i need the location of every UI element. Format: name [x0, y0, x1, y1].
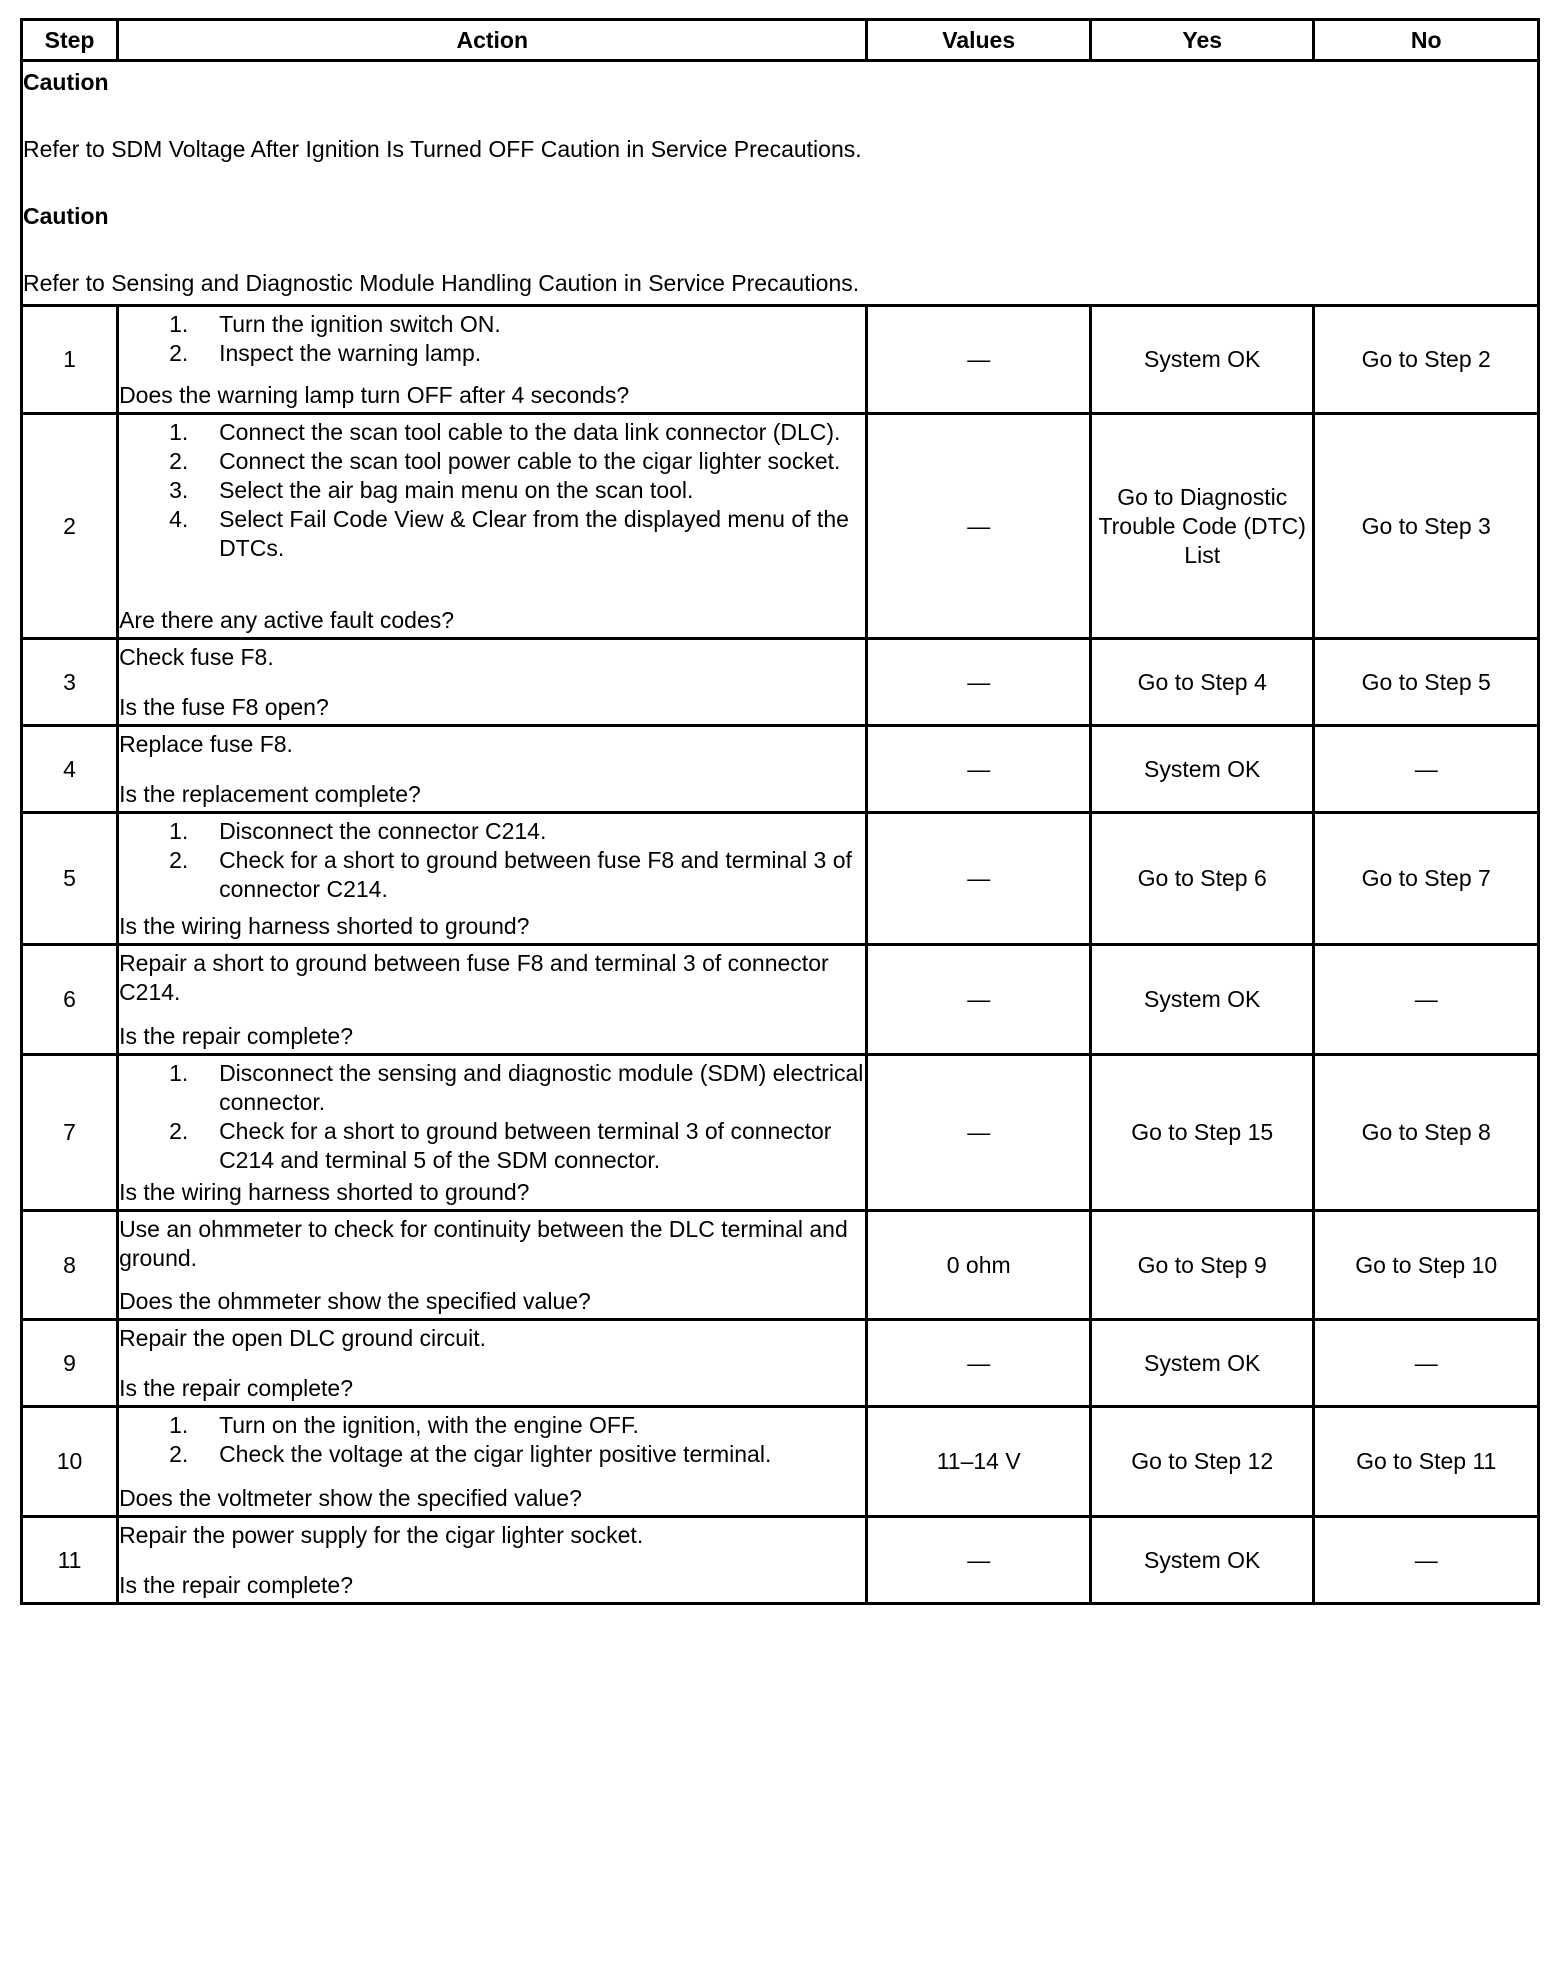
diagnostic-page: [20, 18, 1540, 1605]
value-cell: —: [867, 639, 1091, 726]
list-item-text: Inspect the warning lamp.: [219, 339, 482, 366]
action-steps-list: [119, 418, 865, 563]
yes-result: Go to Step 15: [1090, 1055, 1314, 1211]
list-item-text: Disconnect the connector C214.: [219, 817, 547, 844]
list-item: [119, 476, 865, 505]
list-item: [119, 1440, 865, 1469]
list-item: [119, 846, 865, 904]
no-result: —: [1314, 945, 1539, 1055]
value-cell: —: [867, 1055, 1091, 1211]
action-cell: [118, 306, 867, 414]
action-question: Are there any active fault codes?: [119, 606, 455, 633]
action-cell: [118, 813, 867, 945]
caution-row: [22, 61, 1539, 306]
table-row: [22, 1407, 1539, 1517]
list-item-text: Check for a short to ground between terminal 3 of connector C214 and terminal 5 of the SDM connector.: [219, 1117, 832, 1173]
table-row: [22, 414, 1539, 639]
header-action: Action: [118, 20, 867, 61]
list-item-number: 2.: [169, 1440, 189, 1467]
list-item: [119, 1411, 865, 1440]
list-item-number: 1.: [169, 418, 189, 445]
diagnostic-table: [20, 18, 1540, 1605]
action-text: Repair a short to ground between fuse F8 and terminal 3 of connector C214.: [119, 949, 829, 1005]
table-row: [22, 1055, 1539, 1211]
list-item-number: 3.: [169, 476, 189, 503]
yes-result: Go to Step 12: [1090, 1407, 1314, 1517]
list-item: [119, 339, 865, 368]
list-item-text: Turn the ignition switch ON.: [219, 310, 501, 337]
value-cell: —: [867, 414, 1091, 639]
yes-result: System OK: [1090, 1517, 1314, 1604]
action-cell: [118, 945, 867, 1055]
action-cell: [118, 1407, 867, 1517]
caution-title: Caution: [23, 69, 109, 95]
no-result: Go to Step 8: [1314, 1055, 1539, 1211]
list-item-text: Select the air bag main menu on the scan tool.: [219, 476, 694, 503]
list-item-text: Connect the scan tool power cable to the cigar lighter socket.: [219, 447, 841, 474]
value-cell: 0 ohm: [867, 1211, 1091, 1320]
action-text: Use an ohmmeter to check for continuity between the DLC terminal and ground.: [119, 1215, 848, 1271]
action-steps-list: [119, 817, 865, 904]
yes-result: System OK: [1090, 1320, 1314, 1407]
action-question: Is the repair complete?: [119, 1374, 354, 1401]
yes-result: System OK: [1090, 306, 1314, 414]
list-item-number: 1.: [169, 817, 189, 844]
header-step: Step: [22, 20, 118, 61]
caution-text: Refer to SDM Voltage After Ignition Is Turned OFF Caution in Service Precautions.: [23, 136, 862, 162]
no-result: —: [1314, 1320, 1539, 1407]
action-question: Does the warning lamp turn OFF after 4 seconds?: [119, 381, 630, 408]
table-row: [22, 1517, 1539, 1604]
action-question: Is the repair complete?: [119, 1571, 354, 1598]
yes-result: Go to Diagnostic Trouble Code (DTC) List: [1090, 414, 1314, 639]
list-item-number: 2.: [169, 447, 189, 474]
step-number: 10: [22, 1407, 118, 1517]
step-number: 3: [22, 639, 118, 726]
value-cell: —: [867, 726, 1091, 813]
list-item-number: 2.: [169, 339, 189, 366]
action-steps-list: [119, 1059, 865, 1175]
value-cell: —: [867, 945, 1091, 1055]
caution-cell: [22, 61, 1539, 306]
action-text: Replace fuse F8.: [119, 730, 293, 757]
step-number: 7: [22, 1055, 118, 1211]
value-cell: —: [867, 306, 1091, 414]
action-cell: [118, 1517, 867, 1604]
list-item-text: Turn on the ignition, with the engine OFF.: [219, 1411, 639, 1438]
header-yes: Yes: [1090, 20, 1314, 61]
step-number: 8: [22, 1211, 118, 1320]
table-row: [22, 1320, 1539, 1407]
action-text: Check fuse F8.: [119, 643, 274, 670]
list-item: [119, 418, 865, 447]
yes-result: System OK: [1090, 945, 1314, 1055]
step-number: 2: [22, 414, 118, 639]
table-row: [22, 306, 1539, 414]
table-row: [22, 726, 1539, 813]
list-item: [119, 310, 865, 339]
list-item-text: Check for a short to ground between fuse F8 and terminal 3 of connector C214.: [219, 846, 852, 902]
list-item-number: 1.: [169, 1411, 189, 1438]
step-number: 6: [22, 945, 118, 1055]
no-result: Go to Step 2: [1314, 306, 1539, 414]
action-question: Is the repair complete?: [119, 1022, 354, 1049]
table-row: [22, 1211, 1539, 1320]
action-text: Repair the open DLC ground circuit.: [119, 1324, 486, 1351]
no-result: Go to Step 10: [1314, 1211, 1539, 1320]
list-item-number: 1.: [169, 310, 189, 337]
action-cell: [118, 1055, 867, 1211]
list-item-number: 2.: [169, 1117, 189, 1144]
caution-title: Caution: [23, 203, 109, 229]
list-item-number: 1.: [169, 1059, 189, 1086]
action-question: Is the wiring harness shorted to ground?: [119, 912, 530, 939]
value-cell: —: [867, 813, 1091, 945]
action-cell: [118, 1320, 867, 1407]
header-no: No: [1314, 20, 1539, 61]
no-result: Go to Step 11: [1314, 1407, 1539, 1517]
action-cell: [118, 414, 867, 639]
header-values: Values: [867, 20, 1091, 61]
list-item-text: Check the voltage at the cigar lighter positive terminal.: [219, 1440, 772, 1467]
step-number: 5: [22, 813, 118, 945]
table-header-row: [22, 20, 1539, 61]
yes-result: Go to Step 6: [1090, 813, 1314, 945]
action-cell: [118, 1211, 867, 1320]
yes-result: Go to Step 9: [1090, 1211, 1314, 1320]
no-result: —: [1314, 726, 1539, 813]
caution-text: Refer to Sensing and Diagnostic Module Handling Caution in Service Precautions.: [23, 270, 860, 296]
step-number: 1: [22, 306, 118, 414]
value-cell: —: [867, 1320, 1091, 1407]
action-text: Repair the power supply for the cigar lighter socket.: [119, 1521, 644, 1548]
step-number: 11: [22, 1517, 118, 1604]
table-row: [22, 813, 1539, 945]
list-item-text: Disconnect the sensing and diagnostic module (SDM) electrical connector.: [219, 1059, 864, 1115]
step-number: 4: [22, 726, 118, 813]
action-question: Does the voltmeter show the specified value?: [119, 1484, 582, 1511]
action-steps-list: [119, 1411, 865, 1469]
action-steps-list: [119, 310, 865, 368]
no-result: Go to Step 7: [1314, 813, 1539, 945]
yes-result: System OK: [1090, 726, 1314, 813]
no-result: Go to Step 5: [1314, 639, 1539, 726]
action-cell: [118, 726, 867, 813]
list-item: [119, 1059, 865, 1117]
action-cell: [118, 639, 867, 726]
action-question: Is the replacement complete?: [119, 780, 421, 807]
list-item-number: 2.: [169, 846, 189, 873]
list-item-number: 4.: [169, 505, 189, 532]
action-question: Is the fuse F8 open?: [119, 693, 329, 720]
list-item: [119, 817, 865, 846]
list-item: [119, 505, 865, 563]
yes-result: Go to Step 4: [1090, 639, 1314, 726]
action-question: Is the wiring harness shorted to ground?: [119, 1178, 530, 1205]
value-cell: 11–14 V: [867, 1407, 1091, 1517]
no-result: —: [1314, 1517, 1539, 1604]
value-cell: —: [867, 1517, 1091, 1604]
table-row: [22, 639, 1539, 726]
list-item: [119, 1117, 865, 1175]
action-question: Does the ohmmeter show the specified value?: [119, 1287, 591, 1314]
list-item: [119, 447, 865, 476]
table-row: [22, 945, 1539, 1055]
list-item-text: Connect the scan tool cable to the data link connector (DLC).: [219, 418, 841, 445]
step-number: 9: [22, 1320, 118, 1407]
no-result: Go to Step 3: [1314, 414, 1539, 639]
list-item-text: Select Fail Code View & Clear from the displayed menu of the DTCs.: [219, 505, 849, 561]
